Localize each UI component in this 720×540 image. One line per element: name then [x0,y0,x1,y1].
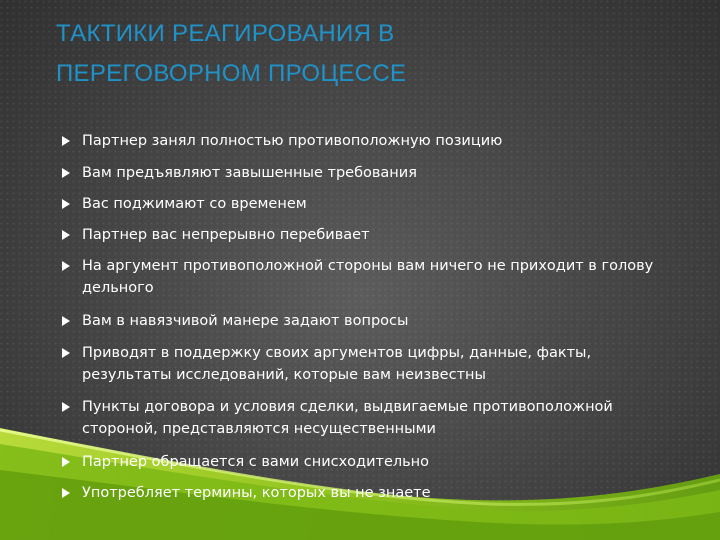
triangle-bullet-icon [62,457,70,467]
bullet-item [60,130,502,152]
title-line-1: ТАКТИКИ РЕАГИРОВАНИЯ В [56,20,395,47]
bullet-text: Пункты договора и условия сделки, выдвигаемые противоположной стороной, представляются несущественными [82,399,613,437]
triangle-bullet-icon [62,261,70,271]
bullet-text: Партнер занял полностью противоположную позицию [82,133,503,149]
bullet-item [60,162,417,184]
title-line-2: ПЕРЕГОВОРНОМ ПРОЦЕССЕ [56,60,407,87]
bullet-text: Вам в навязчивой манере задают вопросы [82,313,409,329]
triangle-bullet-icon [62,230,70,240]
bullet-item [60,482,431,504]
triangle-bullet-icon [62,402,70,412]
bullet-text: На аргумент противоположной стороны вам ничего не приходит в голову дельного [82,258,654,296]
triangle-bullet-icon [62,488,70,498]
bullet-text: Приводят в поддержку своих аргументов цифры, данные, факты, результаты исследований, которые вам неизвестны [82,345,592,383]
bullet-text: Вас поджимают со временем [82,196,307,212]
bullet-item [60,255,660,299]
triangle-bullet-icon [62,316,70,326]
bullet-item [60,193,307,215]
bullet-text: Употребляет термины, которых вы не знаете [82,485,431,501]
bullet-text: Вам предъявляют завышенные требования [82,165,417,181]
bullet-text: Партнер вас непрерывно перебивает [82,227,370,243]
bullet-item [60,451,429,473]
triangle-bullet-icon [62,199,70,209]
slide-title [56,14,676,94]
bullet-item [60,396,660,440]
bullet-item [60,224,370,246]
triangle-bullet-icon [62,168,70,178]
triangle-bullet-icon [62,348,70,358]
triangle-bullet-icon [62,136,70,146]
bullet-item [60,310,408,332]
bullet-text: Партнер обращается с вами снисходительно [82,454,430,470]
bullet-item [60,342,660,386]
